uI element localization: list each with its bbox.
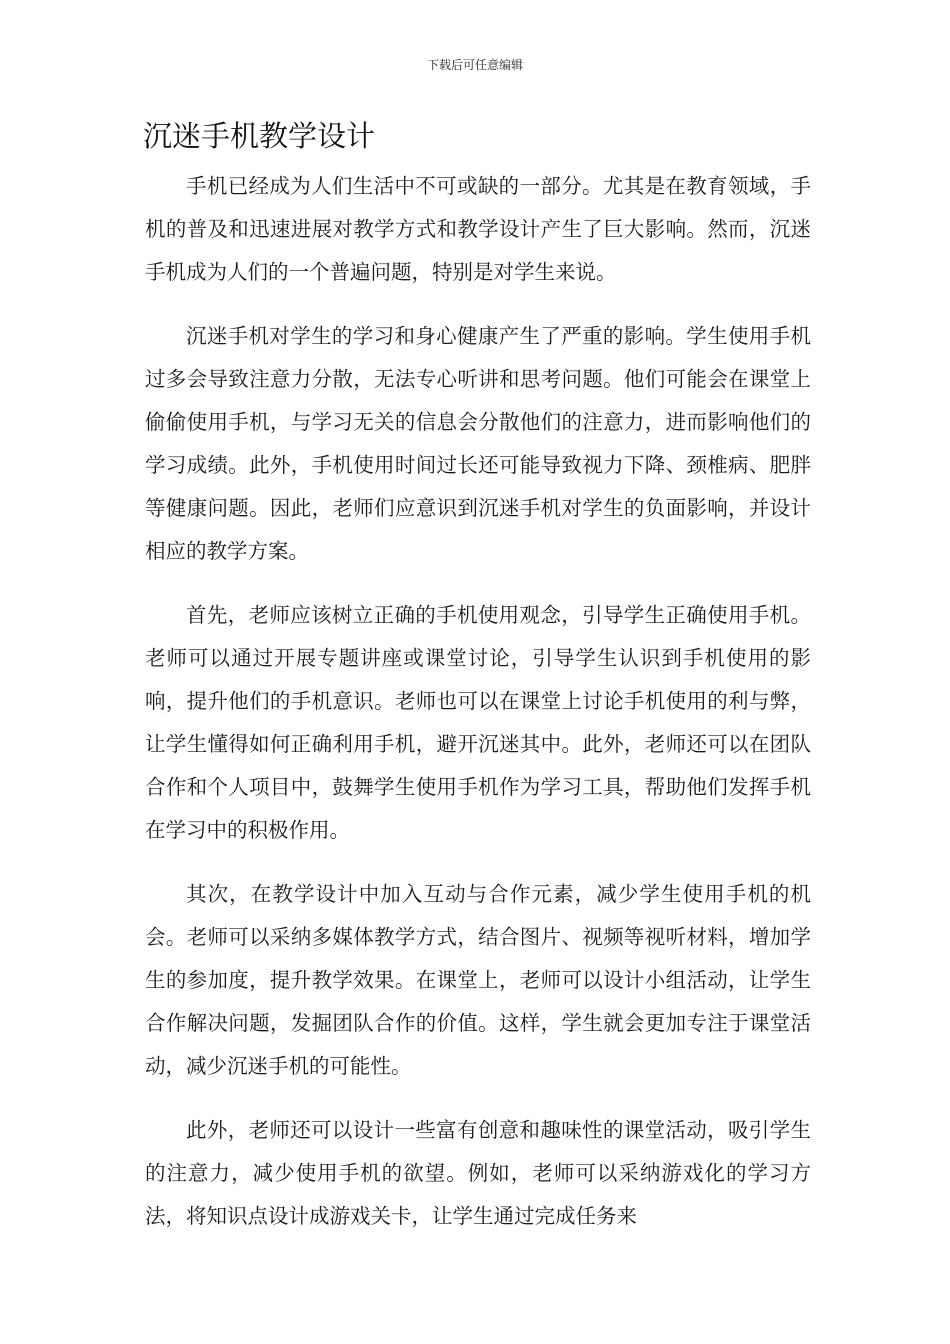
paragraph: 沉迷手机对学生的学习和身心健康产生了严重的影响。学生使用手机过多会导致注意力分散，无法专心听讲和思考问题。他们可能会在课堂上偷偷使用手机，与学习无关的信息会分散他们的注意力，进而影响他们的学习成绩。此外，手机使用时间过长还可能导致视力下降、颈椎病、肥胖等健康问题。因此，老师们应意识到沉迷手机对学生的负面影响，并设计相应的教学方案。 [145,324,811,563]
paragraph: 此外，老师还可以设计一些富有创意和趣味性的课堂活动，吸引学生的注意力，减少使用手机的欲望。例如，老师可以采纳游戏化的学习方法，将知识点设计成游戏关卡，让学生通过完成任务来 [145,1118,811,1228]
paragraph: 手机已经成为人们生活中不可或缺的一部分。尤其是在教育领域，手机的普及和迅速进展对教学方式和教学设计产生了巨大影响。然而，沉迷手机成为人们的一个普遍问题，特别是对学生来说。 [145,174,811,284]
document-title: 沉迷手机教学设计 [143,119,376,153]
running-header: 下载后可任意编辑 [426,58,523,72]
paragraph: 其次，在教学设计中加入互动与合作元素，减少学生使用手机的机会。老师可以采纳多媒体教学方式，结合图片、视频等视听材料，增加学生的参加度，提升教学效果。在课堂上，老师可以设计小组活动，让学生合作解决问题，发掘团队合作的价值。这样，学生就会更加专注于课堂活动，减少沉迷手机的可能性。 [145,882,811,1078]
document-body [145,165,811,1259]
paragraph: 首先，老师应该树立正确的手机使用观念，引导学生正确使用手机。老师可以通过开展专题讲座或课堂讨论，引导学生认识到手机使用的影响，提升他们的手机意识。老师也可以在课堂上讨论手机使用的利与弊，让学生懂得如何正确利用手机，避开沉迷其中。此外，老师还可以在团队合作和个人项目中，鼓舞学生使用手机作为学习工具，帮助他们发挥手机在学习中的积极作用。 [145,603,811,842]
